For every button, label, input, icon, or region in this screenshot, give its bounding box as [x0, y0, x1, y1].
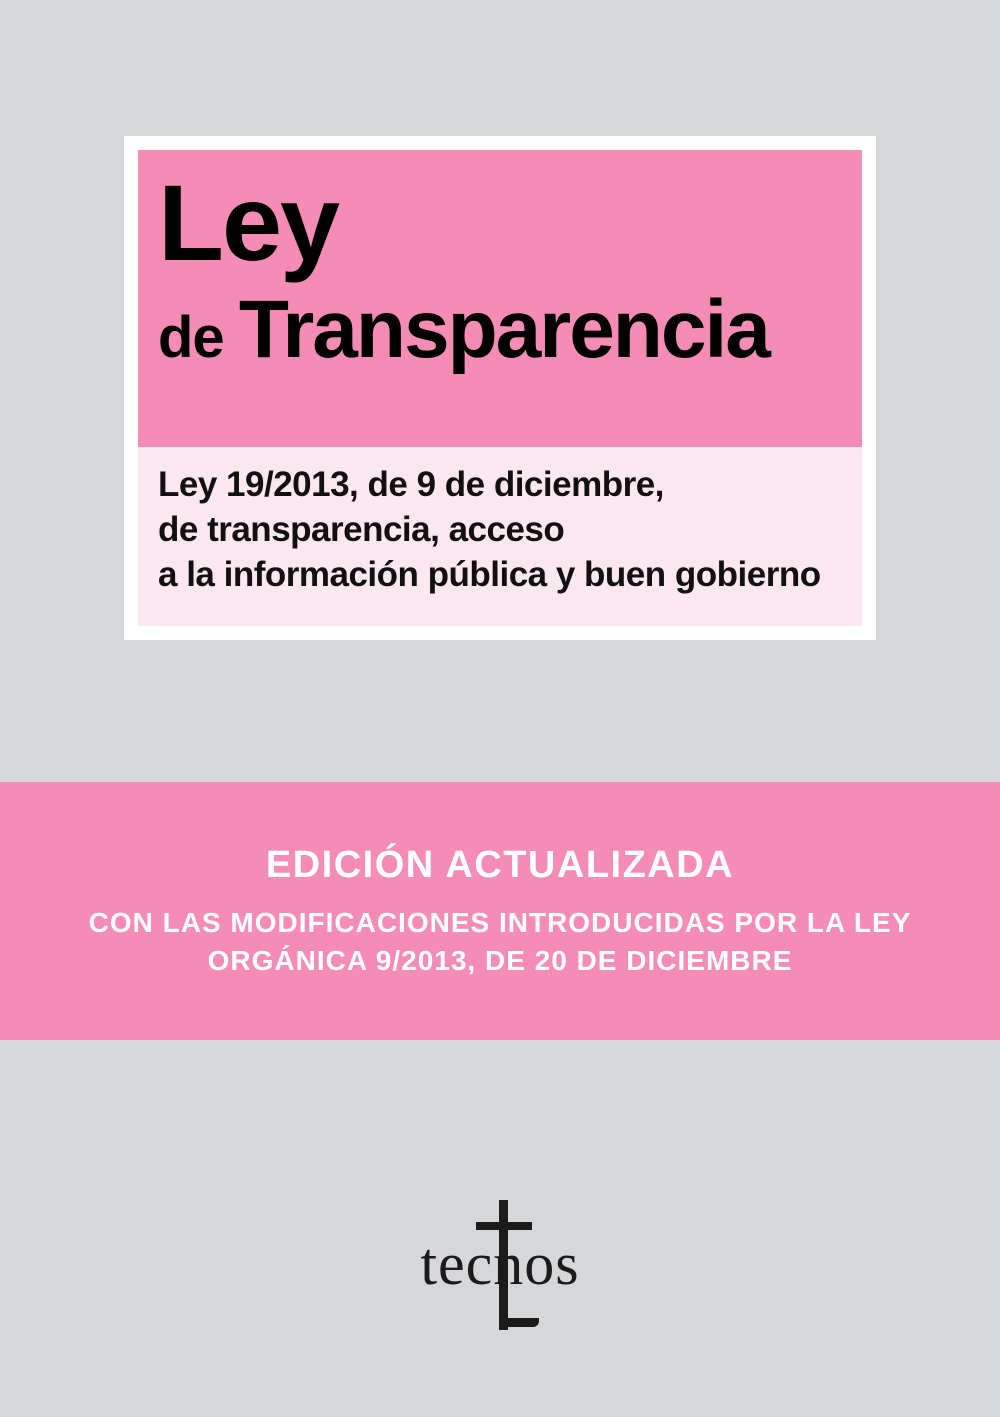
cross-anchor-crossbar-icon [476, 1222, 532, 1230]
subtitle-line-3: a la información pública y buen gobierno [158, 555, 821, 594]
page-title [158, 164, 853, 385]
cover-title-inner [138, 150, 862, 626]
logo-wrap [380, 1200, 620, 1330]
edition-sub-line-2: ORGÁNICA 9/2013, DE 20 DE DICIEMBRE [207, 945, 793, 976]
edition-banner [0, 782, 1000, 1040]
publisher-logo [0, 1195, 1000, 1335]
title-word-de: de [158, 305, 239, 370]
subtitle-line-1: Ley 19/2013, de 9 de diciembre, [158, 465, 664, 504]
title-line-ley: Ley [158, 162, 339, 283]
edition-sub-line-1: CON LAS MODIFICACIONES INTRODUCIDAS POR LA LEY [88, 907, 912, 938]
edition-headline: EDICIÓN ACTUALIZADA [265, 844, 735, 886]
cover-subtitle [158, 462, 839, 597]
cover-title-frame [124, 136, 876, 640]
subtitle-line-2: de transparencia, acceso [158, 510, 565, 549]
publisher-name: tecnos [420, 1231, 580, 1297]
cross-anchor-foot-icon [499, 1318, 539, 1327]
title-line-transparencia [158, 282, 853, 385]
title-word-transparencia: Transparencia [238, 284, 769, 375]
